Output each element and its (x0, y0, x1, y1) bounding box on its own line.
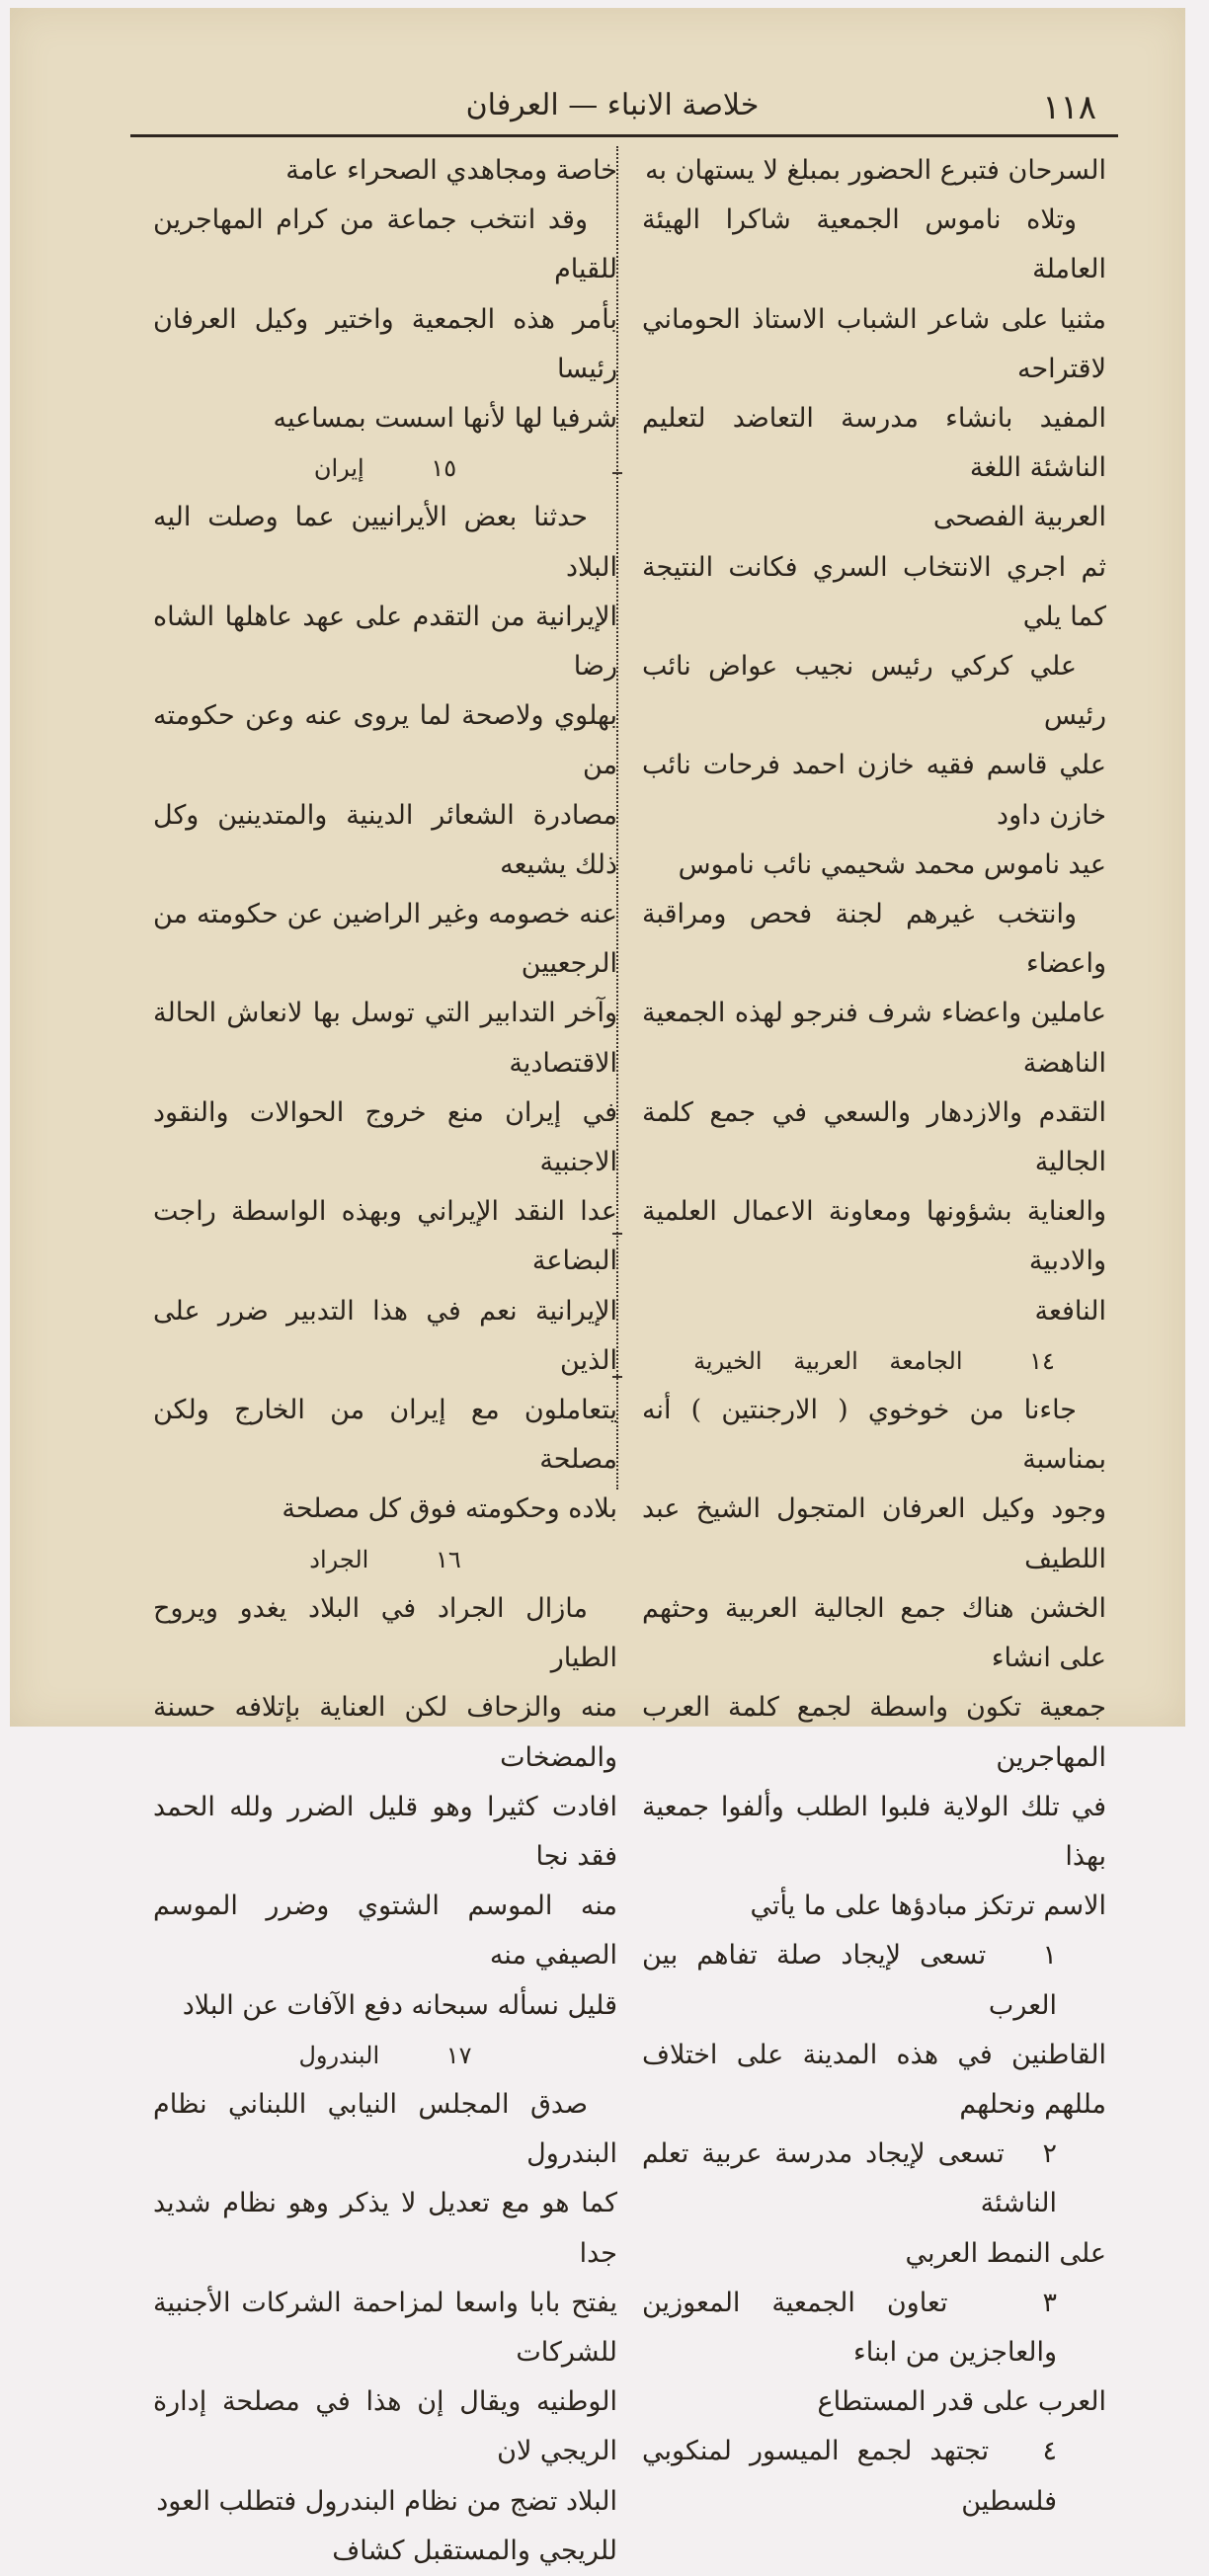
list-item (642, 1931, 1106, 2030)
list-item-text: تجتهد لجمع الميسور لمنكوبي فلسطين (642, 2436, 1057, 2517)
list-item (642, 2130, 1106, 2228)
text-line: مازال الجراد في البلاد يغدو ويروح الطيار (153, 1592, 617, 1674)
text-line: منه الموسم الشتوي وضرر الموسم الصيفي منه (153, 1891, 617, 1972)
text-line: العرب على قدر المستطاع (817, 2386, 1106, 2418)
text-line: النافعة (1034, 1295, 1106, 1327)
text-line: بهلوي ولاصحة لما يروى عنه وعن حكومته من (153, 700, 617, 781)
left-column (153, 146, 617, 2576)
text-line: ثم اجري الانتخاب السري فكانت النتيجة كما يلي (642, 551, 1106, 632)
text-line: جمعية تكون واسطة لجمع كلمة العرب المهاجرين (642, 1692, 1106, 1773)
text-line: الإيرانية نعم في هذا التدبير ضرر على الذين (153, 1295, 617, 1376)
text-line: السرحان فتبرع الحضور بمبلغ لا يستهان به (645, 155, 1106, 186)
text-line: علي قاسم فقيه خازن احمد فرحات نائب خازن داود (642, 750, 1106, 831)
text-line: والعناية بشؤونها ومعاونة الاعمال العلمية والادبية (642, 1196, 1106, 1277)
text-line: وجود وكيل العرفان المتجول الشيخ عبد اللطيف (642, 1493, 1106, 1574)
list-item-number: ٢ (1042, 2138, 1058, 2170)
text-line: الوطنيه ويقال إن هذا في مصلحة إدارة الريجي لان (153, 2386, 617, 2467)
text-line: على النمط العربي (905, 2237, 1106, 2269)
text-line: وقد انتخب جماعة من كرام المهاجرين للقيام (153, 204, 617, 285)
text-line: وآخر التدابير التي توسل بها لانعاش الحالة الاقتصادية (153, 998, 617, 1079)
list-item-text: تسعى لإيجاد صلة تفاهم بين العرب (642, 1940, 1057, 2021)
text-line: عاملين واعضاء شرف فنرجو لهذه الجمعية الناهضة (642, 998, 1106, 1079)
right-column (642, 146, 1106, 2527)
section-number: ١٧ (445, 2041, 472, 2069)
text-line: البلاد تضج من نظام البندرول فتطلب العود (156, 2485, 617, 2517)
section-title: الجراد (309, 1545, 369, 1573)
section-heading (153, 443, 617, 493)
running-head (119, 82, 1106, 131)
section-title: إيران (313, 454, 364, 483)
text-line: يفتح بابا واسعا لمزاحمة الشركات الأجنبية للشركات (153, 2287, 617, 2368)
list-item-number: ٣ (1042, 2287, 1057, 2318)
text-line: مثنيا على شاعر الشباب الاستاذ الحوماني لاقتراحه (642, 303, 1106, 384)
section-number: ١٦ (435, 1545, 461, 1573)
text-line: في تلك الولاية فلبوا الطلب وألفوا جمعية بهذا (642, 1791, 1106, 1872)
text-line: وتلاه ناموس الجمعية شاكرا الهيئة العاملة (642, 204, 1106, 285)
section-title: الجامعة العربية الخيرية (693, 1346, 963, 1375)
text-line: حدثنا بعض الأيرانيين عما وصلت اليه البلاد (153, 502, 617, 583)
text-line: التقدم والازدهار والسعي في جمع كلمة الجالية (642, 1096, 1106, 1178)
text-line: المفيد بانشاء مدرسة التعاضد لتعليم الناشئة اللغة (642, 403, 1106, 484)
text-line: العربية الفصحى (932, 502, 1106, 533)
text-line: الخشن هناك جمع الجالية العربية وحثهم على انشاء (642, 1592, 1106, 1674)
text-line: القاطنين في هذه المدينة على اختلاف مللهم ونحلهم (642, 2039, 1106, 2120)
section-title: البندرول (298, 2041, 380, 2069)
text-line: شرفيا لها لأنها اسست بمساعيه (273, 403, 617, 435)
text-line: الإيرانية من التقدم على عهد عاهلها الشاه رضا (153, 601, 617, 683)
text-line: الاسم ترتكز مبادؤها على ما يأتي (750, 1891, 1106, 1922)
text-line: منه والزحاف لكن العناية بإتلافه حسنة والمضخات (153, 1692, 617, 1773)
text-line: عدا النقد الإيراني وبهذه الواسطة راجت البضاعة (153, 1196, 617, 1277)
text-line: جاءنا من خوخوي ( الارجنتين ) أنه بمناسبة (642, 1395, 1106, 1476)
section-number: ١٤ (1029, 1346, 1055, 1375)
text-line: علي كركي رئيس نجيب عواض نائب رئيس (642, 651, 1106, 732)
list-item (642, 2427, 1106, 2526)
section-heading (153, 1535, 617, 1584)
text-line: كما هو مع تعديل لا يذكر وهو نظام شديد جدا (153, 2188, 617, 2269)
text-line: بأمر هذه الجمعية واختير وكيل العرفان رئيسا (153, 303, 617, 384)
section-heading (153, 2031, 617, 2080)
text-line: عيد ناموس محمد شحيمي نائب ناموس (678, 848, 1106, 880)
list-item-number: ١ (1042, 1940, 1058, 1972)
text-line: بلاده وحكومته فوق كل مصلحة (282, 1493, 617, 1525)
text-line: قليل نسأله سبحانه دفع الآفات عن البلاد (182, 1989, 617, 2021)
page-number: ١١٨ (1042, 88, 1096, 127)
text-line: يتعاملون مع إيران من الخارج ولكن مصلحة (153, 1395, 617, 1476)
journal-page (10, 8, 1185, 2566)
text-line: صدق المجلس النيابي اللبناني نظام البندرول (153, 2088, 617, 2170)
text-line: مصادرة الشعائر الدينية والمتدينين وكل ذلك يشيعه (153, 799, 617, 880)
header-rule (130, 134, 1118, 137)
list-item-number: ٤ (1042, 2436, 1057, 2467)
text-line: عنه خصومه وغير الراضين عن حكومته من الرجعيين (153, 899, 617, 980)
list-item-text: تسعى لإيجاد مدرسة عربية تعلم الناشئة (642, 2138, 1057, 2219)
text-line: في إيران منع خروج الحوالات والنقود الاجنبية (153, 1096, 617, 1178)
text-line: افادت كثيرا وهو قليل الضرر ولله الحمد فقد نجا (153, 1791, 617, 1872)
running-title: خلاصة الانباء — العرفان (465, 88, 760, 122)
section-number: ١٥ (431, 454, 457, 483)
text-line: خاصة ومجاهدي الصحراء عامة (285, 155, 617, 186)
text-line: للريجي والمستقبل كشاف (332, 2535, 617, 2566)
section-heading (642, 1336, 1106, 1386)
text-line: وانتخب غيرهم لجنة فحص ومراقبة واعضاء (642, 899, 1106, 980)
list-item-text: تعاون الجمعية المعوزين والعاجزين من ابناء (642, 2287, 1057, 2368)
list-item (642, 2279, 1106, 2377)
